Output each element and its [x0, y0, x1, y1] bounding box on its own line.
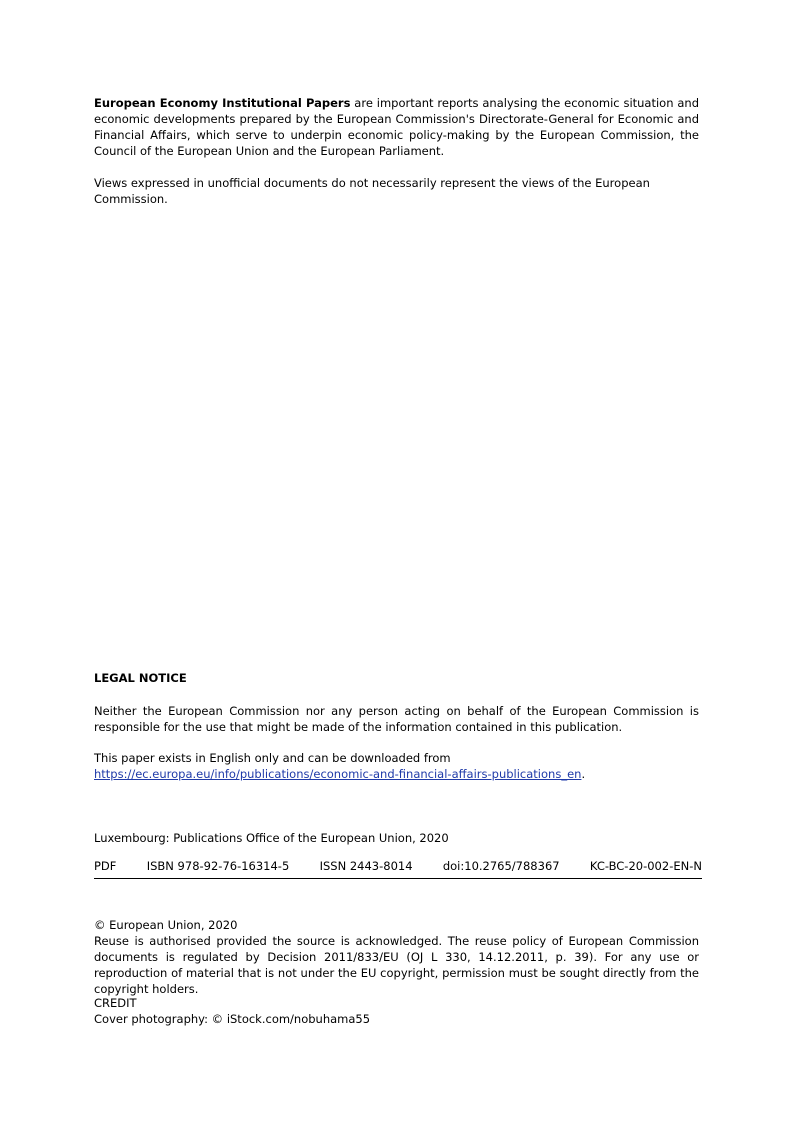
- copyright-block: [94, 917, 699, 997]
- isbn: ISBN 978-92-76-16314-5: [146, 859, 290, 873]
- download-text: This paper exists in English only and can be downloaded from: [94, 751, 451, 765]
- series-description: are important reports analysing the economic situation and economic developments prepared by the European Commission's Directorate-General for Economic and Financial Affairs, which serve to underpin economic policy-making by the European Commission, the Council of the European Union and the European Parliament.: [94, 96, 700, 158]
- intro-paragraph: [94, 95, 699, 159]
- publisher-line: Luxembourg: Publications Office of the European Union, 2020: [94, 831, 449, 845]
- format-label: PDF: [94, 859, 117, 873]
- download-suffix: .: [581, 767, 586, 781]
- credit-heading: CREDIT: [94, 996, 137, 1010]
- catalogue-number: KC-BC-20-002-EN-N: [589, 859, 702, 873]
- series-name: European Economy Institutional Papers: [94, 96, 351, 110]
- download-link-line: [94, 766, 699, 782]
- download-link[interactable]: https://ec.europa.eu/info/publications/economic-and-financial-affairs-publications_en: [94, 767, 582, 781]
- views-disclaimer: Views expressed in unofficial documents do not necessarily represent the views of the European Commission.: [94, 176, 650, 206]
- legal-notice-heading: LEGAL NOTICE: [94, 671, 187, 685]
- download-info: [94, 750, 699, 782]
- issn: ISSN 2443-8014: [319, 859, 413, 873]
- credit-text: Cover photography: © iStock.com/nobuhama55: [94, 1012, 371, 1026]
- doi: doi:10.2765/788367: [442, 859, 560, 873]
- legal-notice-text: Neither the European Commission nor any person acting on behalf of the European Commission is responsible for the use that might be made of the information contained in this publication.: [94, 704, 699, 734]
- publication-identifiers: [94, 858, 702, 879]
- reuse-policy: Reuse is authorised provided the source is acknowledged. The reuse policy of European Commission documents is regulated by Decision 2011/833/EU (OJ L 330, 14.12.2011, p. 39). For any use or reproduction of material that is not under the EU copyright, permission must be sought directly from the copyright holders.: [94, 934, 699, 996]
- credit-block: [94, 995, 699, 1027]
- copyright-line: © European Union, 2020: [94, 918, 238, 932]
